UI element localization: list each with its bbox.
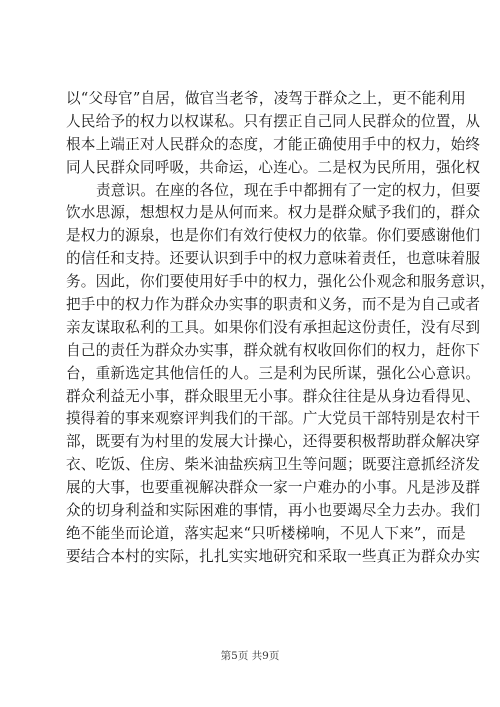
text-line: 根本上端正对人民群众的态度，才能正确使用手中的权力，始终 bbox=[66, 135, 481, 153]
text-line: 自己的责任为群众办实事，群众就有权收回你们的权力，赶你下 bbox=[66, 341, 481, 359]
text-line: 把手中的权力作为群众办实事的职责和义务，而不是为自己或者 bbox=[66, 296, 481, 314]
text-line: 部，既要有为村里的发展大计操心，还得要积极帮助群众解决穿 bbox=[66, 433, 481, 451]
text-line: 展的大事，也要重视解决群众一家一户难办的小事。凡是涉及群 bbox=[66, 479, 481, 497]
text-line: 亲友谋取私利的工具。如果你们没有承担起这份责任，没有尽到 bbox=[66, 318, 481, 336]
text-line: 务。因此，你们要使用好手中的权力，强化公仆观念和服务意识， bbox=[66, 273, 496, 291]
text-line: 群众利益无小事，群众眼里无小事。群众往往是从身边看得见、 bbox=[66, 387, 481, 405]
text-line: 人民给予的权力以权谋私。只有摆正自己同人民群众的位置，从 bbox=[66, 112, 481, 130]
text-line: 台，重新选定其他信任的人。三是利为民所谋，强化公心意识。 bbox=[66, 364, 481, 382]
page-number: 第5页 共9页 bbox=[220, 650, 280, 662]
text-line: 同人民群众同呼吸，共命运，心连心。二是权为民所用，强化权 bbox=[66, 158, 481, 176]
text-line: 饮水思源，想想权力是从何而来。权力是群众赋予我们的，群众 bbox=[66, 204, 481, 222]
text-line: 绝不能坐而论道，落实起来“只听楼梯响，不见人下来”，而是 bbox=[66, 524, 466, 542]
text-line: 摸得着的事来观察评判我们的干部。广大党员干部特别是农村干 bbox=[66, 410, 481, 428]
body-text bbox=[66, 88, 496, 569]
text-line: 衣、吃饭、住房、柴米油盐疾病卫生等问题；既要注意抓经济发 bbox=[66, 456, 481, 474]
text-line: 的信任和支持。还要认识到手中的权力意味着责任，也意味着服 bbox=[66, 250, 481, 268]
text-line: 以“父母官”自居，做官当老爷，凌驾于群众之上，更不能利用 bbox=[66, 90, 466, 107]
text-line: 要结合本村的实际，扎扎实实地研究和采取一些真正为群众办实 bbox=[66, 547, 481, 565]
text-line: 责意识。在座的各位，现在手中都拥有了一定的权力，但要 bbox=[96, 181, 481, 199]
text-line: 是权力的源泉，也是你们有效行使权力的依靠。你们要感谢他们 bbox=[66, 227, 481, 245]
text-line: 众的切身利益和实际困难的事情，再小也要竭尽全力去办。我们 bbox=[66, 502, 481, 520]
